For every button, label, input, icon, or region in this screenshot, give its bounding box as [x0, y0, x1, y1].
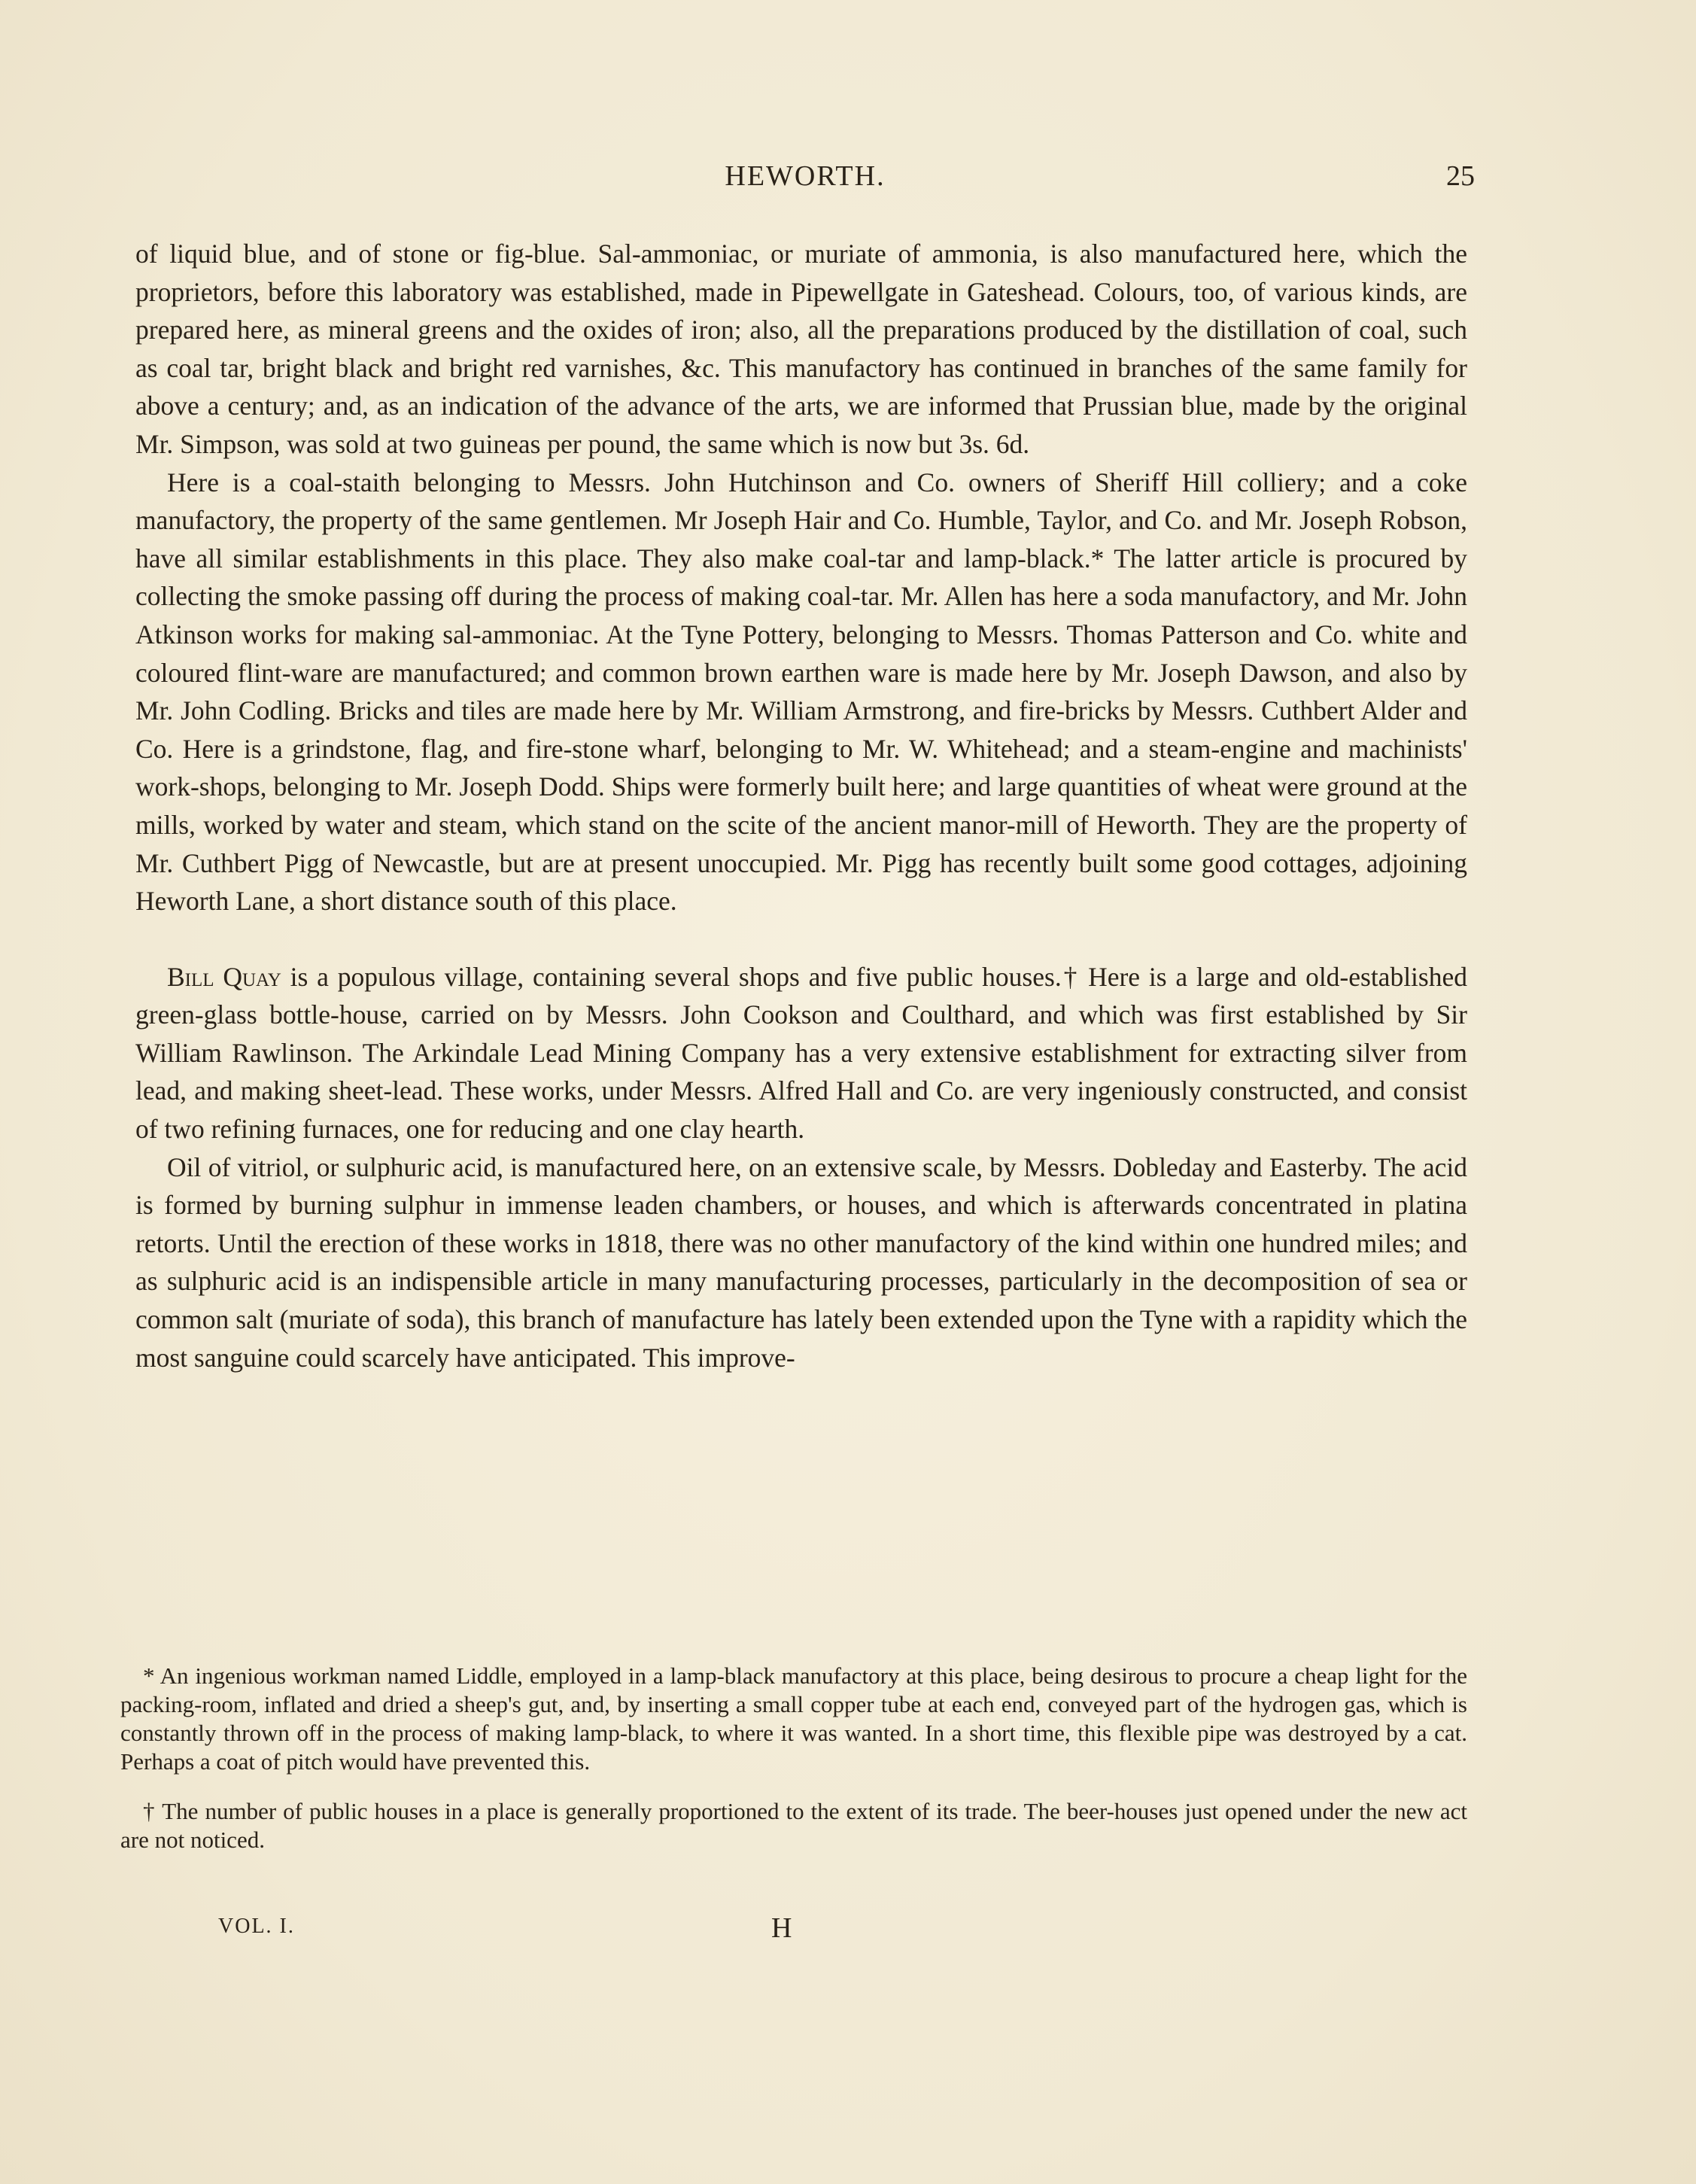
running-head: HEWORTH. — [725, 160, 886, 192]
footnote-lamp-black: * An ingenious workman named Liddle, employed in a lamp-black manufactory at this place, being desirous to procure a cheap light for the packing-room, inflated and dried a sheep's gut, and, by inserting a small copper tube at each end, conveyed part of the hydrogen gas, which is constantly thrown off in the process of making lamp-black, to where it was wanted. In a short time, this flexible pipe was destroyed by a cat. Perhaps a coat of pitch would have prevented this. — [120, 1662, 1467, 1775]
paragraph-bill-quay — [135, 958, 1467, 1148]
volume-mark: VOL. I. — [218, 1915, 295, 1938]
signature-line — [218, 1912, 895, 1949]
bill-quay-heading: Bill Quay — [167, 961, 281, 992]
bill-quay-text: is a populous village, containing several shops and five public houses.† Here is a large and old-established green-glass bottle-house, carried on by Messrs. John Cookson and Coulthard, and which was first established by Sir William Rawlinson. The Arkindale Lead Mining Company has a very extensive establishment for extracting silver from lead, and making sheet-lead. These works, under Messrs. Alfred Hall and Co. are very ingeniously constructed, and consist of two refining furnaces, one for reducing and one clay hearth. — [135, 961, 1467, 1145]
footnotes — [120, 1662, 1467, 1854]
footnote-public-houses: † The number of public houses in a place is generally proportioned to the extent of its trade. The beer-houses just opened under the new act are not noticed. — [120, 1798, 1467, 1853]
signature-letter: H — [771, 1912, 792, 1944]
page-number: 25 — [1446, 160, 1475, 192]
page-header — [135, 160, 1475, 205]
paragraph-coal-staith: Here is a coal-staith belonging to Messrs. John Hutchinson and Co. owners of Sheriff Hill colliery; and a coke manufactory, the property of the same gentlemen. Mr Joseph Hair and Co. Humble, Taylor, and Co. and Mr. Joseph Robson, have all similar establishments in this place. They also make coal-tar and lamp-black.* The latter article is procured by collecting the smoke passing off during the process of making coal-tar. Mr. Allen has here a soda manufactory, and Mr. John Atkinson works for making sal-ammoniac. At the Tyne Pottery, belonging to Messrs. Thomas Patterson and Co. white and coloured flint-ware are manufactured; and common brown earthen ware is made here by Mr. Joseph Dawson, and also by Mr. John Codling. Bricks and tiles are made here by Mr. William Armstrong, and fire-bricks by Messrs. Cuthbert Alder and Co. Here is a grindstone, flag, and fire-stone wharf, belonging to Mr. W. Whitehead; and a steam-engine and machinists' work-shops, belonging to Mr. Joseph Dodd. Ships were formerly built here; and large quantities of wheat were ground at the mills, worked by water and steam, which stand on the scite of the ancient manor-mill of Heworth. They are the property of Mr. Cuthbert Pigg of Newcastle, but are at present unoccupied. Mr. Pigg has recently built some good cottages, adjoining Heworth Lane, a short distance south of this place. — [135, 467, 1467, 917]
paragraph-liquid-blue: of liquid blue, and of stone or fig-blue. Sal-ammoniac, or muriate of ammonia, is also manufactured here, which the proprietors, before this laboratory was established, made in Pipewellgate in Gateshead. Colours, too, of various kinds, are prepared here, as mineral greens and the oxides of iron; also, all the preparations produced by the distillation of coal, such as coal tar, bright black and bright red varnishes, &c. This manufactory has continued in branches of the same family for above a century; and, as an indication of the advance of the arts, we are informed that Prussian blue, made by the original Mr. Simpson, was sold at two guineas per pound, the same which is now but 3s. 6d. — [135, 239, 1467, 459]
paragraph-oil-of-vitriol: Oil of vitriol, or sulphuric acid, is manufactured here, on an extensive scale, by Messrs. Dobleday and Easterby. The acid is formed by burning sulphur in immense leaden chambers, or houses, and which is afterwards concentrated in platina retorts. Until the erection of these works in 1818, there was no other manufactory of the kind within one hundred miles; and as sulphuric acid is an indispensible article in many manufacturing processes, particularly in the decomposition of sea or common salt (muriate of soda), this branch of manufacture has lately been extended upon the Tyne with a rapidity which the most sanguine could scarcely have anticipated. This improve- — [135, 1151, 1467, 1373]
section-break — [135, 920, 1467, 958]
body-text — [135, 235, 1467, 1376]
